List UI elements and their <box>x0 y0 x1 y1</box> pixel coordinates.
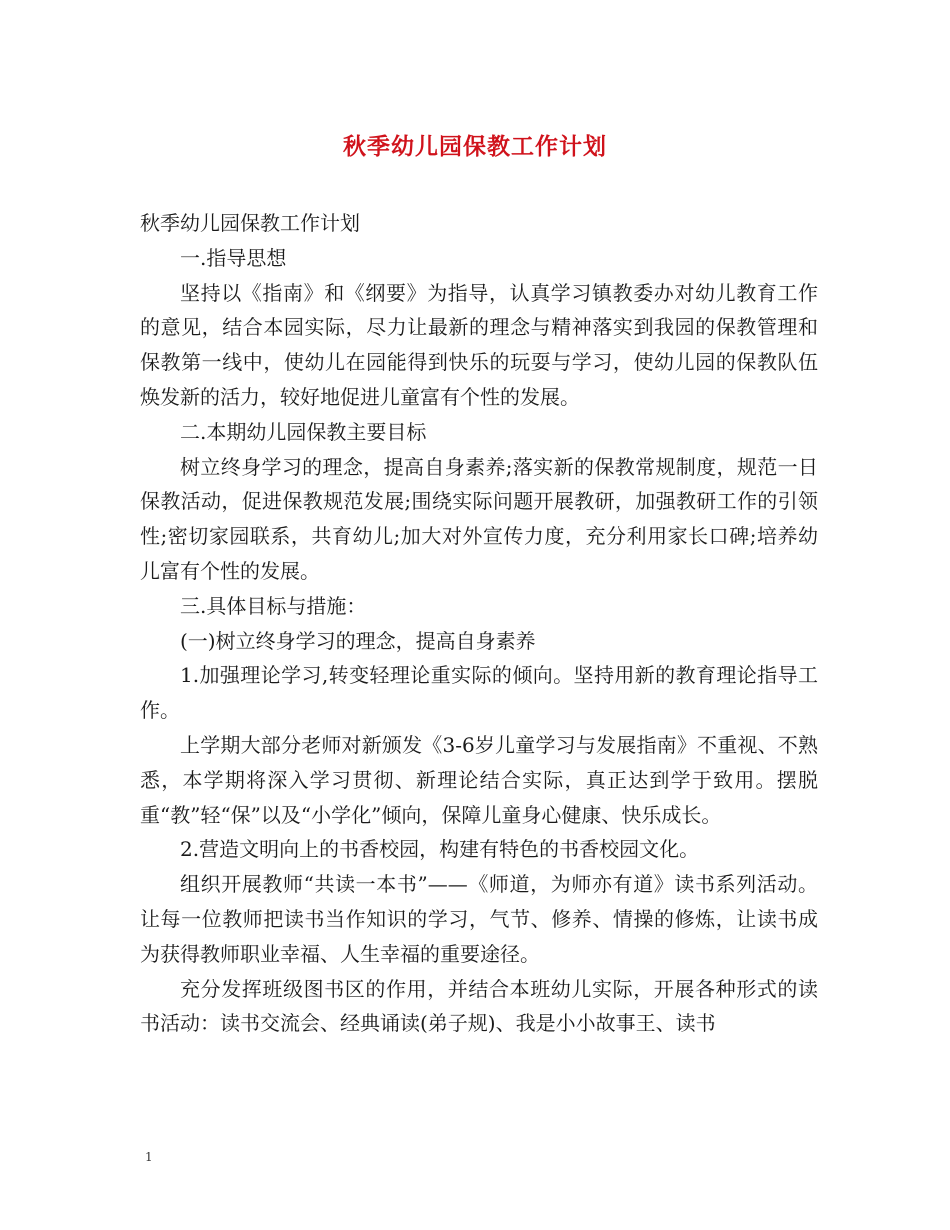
paragraph: 1.加强理论学习,转变轻理论重实际的倾向。坚持用新的教育理论指导工作。 <box>140 663 818 723</box>
section-heading: 三.具体目标与措施： <box>180 593 367 618</box>
paragraph: 上学期大部分老师对新颁发《3-6岁儿童学习与发展指南》不重视、不熟悉，本学期将深入学习贯彻、新理论结合实际，真正达到学于致用。摆脱重“教”轻“保”以及“小学化”倾向，保障儿童身心健康、快乐成长。 <box>140 732 818 827</box>
paragraph: 树立终身学习的理念，提高自身素养;落实新的保教常规制度，规范一日保教活动，促进保教规范发展;围绕实际问题开展教研，加强教研工作的引领性;密切家园联系，共育幼儿;加大对外宣传力度，充分利用家长口碑;培养幼儿富有个性的发展。 <box>140 454 818 583</box>
paragraph: 组织开展教师“共读一本书”——《师道，为师亦有道》读书系列活动。让每一位教师把读书当作知识的学习，气节、修养、情操的修炼，让读书成为获得教师职业幸福、人生幸福的重要途径。 <box>140 872 818 966</box>
document-title: 秋季幼儿园保教工作计划 <box>343 133 607 160</box>
subsection-heading: (一)树立终身学习的理念，提高自身素养 <box>180 628 536 653</box>
paragraph: 充分发挥班级图书区的作用，并结合本班幼儿实际，开展各种形式的读书活动：读书交流会、经典诵读(弟子规)、我是小小故事王、读书 <box>140 976 818 1036</box>
paragraph: 坚持以《指南》和《纲要》为指导，认真学习镇教委办对幼儿教育工作的意见，结合本园实际，尽力让最新的理念与精神落实到我园的保教管理和保教第一线中，使幼儿在园能得到快乐的玩耍与学习，使幼儿园的保教队伍焕发新的活力，较好地促进儿童富有个性的发展。 <box>140 280 818 409</box>
paragraph: 秋季幼儿园保教工作计划 <box>140 211 360 235</box>
paragraph: 2.营造文明向上的书香校园，构建有特色的书香校园文化。 <box>180 837 700 862</box>
document-body <box>140 206 818 1041</box>
section-heading: 一.指导思想 <box>180 245 287 270</box>
page-number: 1 <box>145 1150 153 1164</box>
section-heading: 二.本期幼儿园保教主要目标 <box>180 419 427 444</box>
